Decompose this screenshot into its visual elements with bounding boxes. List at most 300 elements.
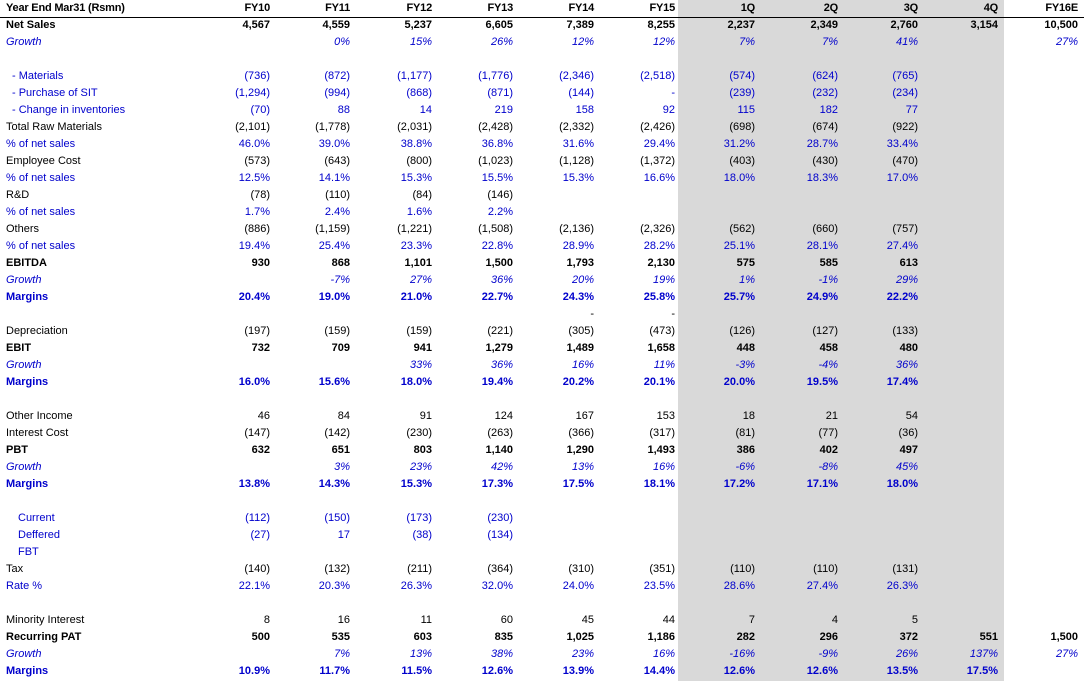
table-cell: (110) bbox=[325, 189, 350, 201]
table-cell: 14.1% bbox=[318, 172, 350, 184]
table-cell: 54 bbox=[905, 410, 918, 422]
row-label: Interest Cost bbox=[6, 427, 69, 439]
table-cell: 4,559 bbox=[322, 19, 350, 31]
table-cell: (366) bbox=[568, 427, 594, 439]
table-cell: 2,237 bbox=[727, 19, 755, 31]
row-label: Tax bbox=[6, 563, 24, 575]
table-cell: 3% bbox=[334, 461, 350, 473]
row-label: % of net sales bbox=[6, 240, 76, 252]
table-cell: 28.9% bbox=[562, 240, 594, 252]
table-row bbox=[0, 153, 1084, 170]
row-label: Minority Interest bbox=[6, 614, 85, 626]
table-cell: (2,428) bbox=[478, 121, 513, 133]
table-cell: 92 bbox=[662, 104, 675, 116]
table-cell: 4,567 bbox=[242, 19, 270, 31]
table-cell: 15% bbox=[409, 36, 432, 48]
table-cell: 26.3% bbox=[400, 580, 432, 592]
table-cell: (1,294) bbox=[235, 87, 270, 99]
table-cell: 7 bbox=[748, 614, 755, 626]
table-cell: (573) bbox=[244, 155, 270, 167]
table-cell: 29% bbox=[895, 274, 918, 286]
row-label: Growth bbox=[6, 461, 42, 473]
table-cell: (142) bbox=[324, 427, 350, 439]
table-cell: -7% bbox=[330, 274, 350, 286]
table-row bbox=[0, 408, 1084, 425]
row-label: Employee Cost bbox=[6, 155, 81, 167]
table-cell: - bbox=[590, 308, 594, 320]
table-cell: 13% bbox=[409, 648, 432, 660]
table-cell: 91 bbox=[419, 410, 432, 422]
table-cell: (643) bbox=[324, 155, 350, 167]
table-row bbox=[0, 629, 1084, 646]
table-cell: (922) bbox=[892, 121, 918, 133]
table-row bbox=[0, 544, 1084, 561]
table-cell: 23% bbox=[409, 461, 432, 473]
table-row bbox=[0, 272, 1084, 289]
table-cell: 19.0% bbox=[318, 291, 350, 303]
table-cell: 36.8% bbox=[481, 138, 513, 150]
table-cell: 27% bbox=[1055, 36, 1078, 48]
table-cell: (2,332) bbox=[559, 121, 594, 133]
table-cell: (27) bbox=[250, 529, 270, 541]
table-cell: 17.4% bbox=[886, 376, 918, 388]
table-cell: 27% bbox=[409, 274, 432, 286]
table-cell: (698) bbox=[729, 121, 755, 133]
table-cell: 16% bbox=[571, 359, 594, 371]
column-header: FY10 bbox=[244, 2, 270, 14]
table-cell: 14 bbox=[419, 104, 432, 116]
table-cell: 38% bbox=[490, 648, 513, 660]
column-header: FY11 bbox=[325, 2, 350, 14]
table-cell: 13% bbox=[571, 461, 594, 473]
table-cell: 1.6% bbox=[406, 206, 432, 218]
table-cell: (81) bbox=[735, 427, 755, 439]
table-cell: 39.0% bbox=[318, 138, 350, 150]
table-cell: (800) bbox=[406, 155, 432, 167]
table-cell: 3,154 bbox=[970, 19, 998, 31]
table-cell: (110) bbox=[730, 563, 755, 575]
table-cell: 20.3% bbox=[318, 580, 350, 592]
table-row bbox=[0, 442, 1084, 459]
table-cell: (660) bbox=[812, 223, 838, 235]
table-row bbox=[0, 170, 1084, 187]
table-cell: 12% bbox=[652, 36, 675, 48]
table-cell: 2.4% bbox=[324, 206, 350, 218]
table-cell: (173) bbox=[406, 512, 432, 524]
table-cell: (871) bbox=[487, 87, 513, 99]
table-cell: 22.7% bbox=[481, 291, 513, 303]
row-label: Growth bbox=[6, 36, 42, 48]
table-cell: 7% bbox=[822, 36, 838, 48]
table-cell: 17.0% bbox=[886, 172, 918, 184]
table-cell: 28.1% bbox=[806, 240, 838, 252]
table-row bbox=[0, 187, 1084, 204]
table-row bbox=[0, 323, 1084, 340]
row-label: - Change in inventories bbox=[12, 104, 126, 116]
table-cell: 15.3% bbox=[400, 478, 432, 490]
table-cell: 41% bbox=[895, 36, 918, 48]
table-cell: 31.6% bbox=[562, 138, 594, 150]
table-cell: 16.0% bbox=[238, 376, 270, 388]
row-label: Other Income bbox=[6, 410, 73, 422]
table-cell: 732 bbox=[251, 342, 270, 354]
table-cell: 11.5% bbox=[401, 665, 432, 677]
table-cell: 18.0% bbox=[723, 172, 755, 184]
table-cell: (239) bbox=[729, 87, 755, 99]
table-cell: 1.7% bbox=[244, 206, 270, 218]
table-cell: 28.6% bbox=[723, 580, 755, 592]
table-row bbox=[0, 578, 1084, 595]
table-cell: (310) bbox=[568, 563, 594, 575]
table-row bbox=[0, 476, 1084, 493]
table-cell: 20.4% bbox=[238, 291, 270, 303]
table-row bbox=[0, 136, 1084, 153]
row-label: FBT bbox=[18, 546, 39, 558]
table-cell: (305) bbox=[568, 325, 594, 337]
table-cell: 500 bbox=[251, 631, 270, 643]
table-cell: - bbox=[671, 308, 675, 320]
row-label: % of net sales bbox=[6, 172, 76, 184]
table-cell: (211) bbox=[407, 563, 432, 575]
table-cell: (232) bbox=[812, 87, 838, 99]
table-cell: (132) bbox=[324, 563, 350, 575]
table-cell: (140) bbox=[244, 563, 270, 575]
table-cell: 17.3% bbox=[481, 478, 513, 490]
table-cell: (38) bbox=[412, 529, 432, 541]
table-cell: 2.2% bbox=[487, 206, 513, 218]
table-cell: (562) bbox=[729, 223, 755, 235]
table-cell: 36% bbox=[895, 359, 918, 371]
table-cell: 10,500 bbox=[1044, 19, 1078, 31]
table-cell: 28.2% bbox=[643, 240, 675, 252]
table-cell: 158 bbox=[575, 104, 594, 116]
table-cell: 219 bbox=[494, 104, 513, 116]
table-cell: (364) bbox=[487, 563, 513, 575]
table-cell: 31.2% bbox=[723, 138, 755, 150]
table-cell: 77 bbox=[905, 104, 918, 116]
table-row bbox=[0, 510, 1084, 527]
table-cell: 12.6% bbox=[481, 665, 513, 677]
table-cell: 803 bbox=[413, 444, 432, 456]
table-cell: 941 bbox=[413, 342, 432, 354]
table-cell: (77) bbox=[818, 427, 838, 439]
table-cell: 44 bbox=[662, 614, 675, 626]
column-header: FY15 bbox=[649, 2, 675, 14]
table-cell: 5 bbox=[911, 614, 918, 626]
header-row bbox=[0, 0, 1084, 17]
table-cell: 1,793 bbox=[566, 257, 594, 269]
table-row bbox=[0, 51, 1084, 68]
table-cell: 20.1% bbox=[643, 376, 675, 388]
table-cell: 7,389 bbox=[566, 19, 594, 31]
row-label: Net Sales bbox=[6, 19, 56, 31]
table-cell: 13.8% bbox=[238, 478, 270, 490]
table-cell: 19.4% bbox=[481, 376, 513, 388]
table-cell: 12.5% bbox=[238, 172, 270, 184]
table-cell: 88 bbox=[337, 104, 350, 116]
table-cell: 167 bbox=[575, 410, 594, 422]
table-cell: (868) bbox=[406, 87, 432, 99]
table-cell: (624) bbox=[812, 70, 838, 82]
row-label: Recurring PAT bbox=[6, 631, 82, 643]
table-cell: 29.4% bbox=[643, 138, 675, 150]
table-cell: 1,500 bbox=[485, 257, 513, 269]
table-cell: 12% bbox=[571, 36, 594, 48]
table-cell: 497 bbox=[899, 444, 918, 456]
table-cell: 535 bbox=[331, 631, 350, 643]
table-cell: 24.9% bbox=[806, 291, 838, 303]
table-cell: (994) bbox=[324, 87, 350, 99]
row-label: Others bbox=[6, 223, 40, 235]
table-cell: 17.2% bbox=[723, 478, 755, 490]
table-cell: (403) bbox=[729, 155, 755, 167]
table-cell: 19% bbox=[652, 274, 675, 286]
table-cell: 1,290 bbox=[566, 444, 594, 456]
row-label: Growth bbox=[6, 648, 42, 660]
row-label: Growth bbox=[6, 359, 42, 371]
table-cell: 8 bbox=[263, 614, 270, 626]
table-cell: 42% bbox=[490, 461, 513, 473]
table-cell: 1,186 bbox=[647, 631, 675, 643]
table-cell: 7% bbox=[334, 648, 350, 660]
table-row bbox=[0, 289, 1084, 306]
table-cell: (159) bbox=[324, 325, 350, 337]
table-cell: (2,346) bbox=[559, 70, 594, 82]
table-cell: (110) bbox=[813, 563, 838, 575]
table-row bbox=[0, 306, 1084, 323]
table-cell: 1,140 bbox=[485, 444, 513, 456]
table-cell: -9% bbox=[818, 648, 838, 660]
table-cell: (146) bbox=[487, 189, 513, 201]
table-cell: 33.4% bbox=[886, 138, 918, 150]
table-row bbox=[0, 255, 1084, 272]
table-cell: 16 bbox=[337, 614, 350, 626]
table-cell: 182 bbox=[819, 104, 838, 116]
table-cell: (886) bbox=[244, 223, 270, 235]
table-cell: (112) bbox=[245, 512, 270, 524]
table-cell: 18.0% bbox=[886, 478, 918, 490]
table-cell: 20.0% bbox=[723, 376, 755, 388]
row-label: - Purchase of SIT bbox=[12, 87, 98, 99]
table-row bbox=[0, 425, 1084, 442]
table-cell: (1,372) bbox=[640, 155, 675, 167]
row-label: Margins bbox=[6, 376, 49, 388]
table-cell: 153 bbox=[656, 410, 675, 422]
table-cell: 22.2% bbox=[886, 291, 918, 303]
table-cell: 20.2% bbox=[562, 376, 594, 388]
table-cell: (263) bbox=[487, 427, 513, 439]
table-cell: 28.7% bbox=[806, 138, 838, 150]
table-cell: (127) bbox=[812, 325, 838, 337]
table-row bbox=[0, 493, 1084, 510]
table-cell: (2,031) bbox=[397, 121, 432, 133]
table-cell: (230) bbox=[406, 427, 432, 439]
table-cell: 2,760 bbox=[890, 19, 918, 31]
table-cell: 15.6% bbox=[318, 376, 350, 388]
table-cell: 1% bbox=[739, 274, 755, 286]
table-row bbox=[0, 17, 1084, 34]
table-cell: -4% bbox=[818, 359, 838, 371]
table-cell: (230) bbox=[487, 512, 513, 524]
table-row bbox=[0, 102, 1084, 119]
table-row bbox=[0, 459, 1084, 476]
table-cell: 19.5% bbox=[806, 376, 838, 388]
table-cell: 33% bbox=[409, 359, 432, 371]
row-label: Current bbox=[18, 512, 55, 524]
table-cell: 603 bbox=[413, 631, 432, 643]
table-cell: 7% bbox=[739, 36, 755, 48]
table-cell: 21 bbox=[825, 410, 838, 422]
table-cell: 38.8% bbox=[400, 138, 432, 150]
table-cell: 24.0% bbox=[562, 580, 594, 592]
table-cell: 124 bbox=[494, 410, 513, 422]
table-cell: 25.4% bbox=[318, 240, 350, 252]
table-cell: (221) bbox=[487, 325, 513, 337]
row-label: R&D bbox=[6, 189, 30, 201]
table-cell: 19.4% bbox=[238, 240, 270, 252]
table-cell: 17.5% bbox=[966, 665, 998, 677]
table-row bbox=[0, 374, 1084, 391]
table-cell: 13.9% bbox=[562, 665, 594, 677]
table-cell: 1,489 bbox=[566, 342, 594, 354]
table-row bbox=[0, 595, 1084, 612]
table-cell: 24.3% bbox=[562, 291, 594, 303]
table-cell: 12.6% bbox=[723, 665, 755, 677]
row-label: Margins bbox=[6, 478, 49, 490]
table-cell: 402 bbox=[819, 444, 838, 456]
table-row bbox=[0, 119, 1084, 136]
table-cell: 22.1% bbox=[238, 580, 270, 592]
table-cell: (470) bbox=[892, 155, 918, 167]
table-cell: 23.3% bbox=[400, 240, 432, 252]
table-cell: 23% bbox=[571, 648, 594, 660]
table-cell: (757) bbox=[892, 223, 918, 235]
column-header: 1Q bbox=[740, 2, 755, 14]
table-cell: 15.3% bbox=[400, 172, 432, 184]
table-cell: 868 bbox=[331, 257, 350, 269]
row-label: Margins bbox=[6, 291, 49, 303]
table-cell: (1,778) bbox=[315, 121, 350, 133]
table-cell: 46 bbox=[257, 410, 270, 422]
table-cell: 18.1% bbox=[643, 478, 675, 490]
table-cell: (473) bbox=[649, 325, 675, 337]
table-cell: (234) bbox=[892, 87, 918, 99]
row-label: - Materials bbox=[12, 70, 64, 82]
table-cell: 27.4% bbox=[806, 580, 838, 592]
table-row bbox=[0, 612, 1084, 629]
table-cell: 36% bbox=[490, 359, 513, 371]
table-cell: 1,025 bbox=[566, 631, 594, 643]
table-cell: 84 bbox=[337, 410, 350, 422]
column-header: 4Q bbox=[983, 2, 998, 14]
table-cell: 296 bbox=[819, 631, 838, 643]
table-cell: 13.5% bbox=[886, 665, 918, 677]
table-cell: 14.4% bbox=[643, 665, 675, 677]
table-cell: (1,023) bbox=[478, 155, 513, 167]
table-cell: 115 bbox=[737, 104, 755, 116]
table-cell: 1,279 bbox=[485, 342, 513, 354]
table-cell: (351) bbox=[649, 563, 675, 575]
table-cell: (674) bbox=[812, 121, 838, 133]
table-cell: 10.9% bbox=[238, 665, 270, 677]
table-cell: (1,508) bbox=[478, 223, 513, 235]
table-row bbox=[0, 34, 1084, 51]
table-cell: 12.6% bbox=[806, 665, 838, 677]
table-row bbox=[0, 85, 1084, 102]
column-header: FY14 bbox=[568, 2, 594, 14]
table-cell: (2,426) bbox=[640, 121, 675, 133]
table-cell: 480 bbox=[899, 342, 918, 354]
table-cell: 25.8% bbox=[643, 291, 675, 303]
table-cell: (1,128) bbox=[559, 155, 594, 167]
table-cell: 448 bbox=[736, 342, 755, 354]
table-cell: (84) bbox=[412, 189, 432, 201]
table-cell: 11.7% bbox=[319, 665, 350, 677]
table-cell: - bbox=[671, 87, 675, 99]
table-cell: 4 bbox=[831, 614, 838, 626]
table-cell: 27% bbox=[1055, 648, 1078, 660]
table-cell: 15.5% bbox=[481, 172, 513, 184]
column-header: FY16E bbox=[1045, 2, 1078, 14]
table-cell: -6% bbox=[735, 461, 755, 473]
table-cell: -8% bbox=[818, 461, 838, 473]
table-row bbox=[0, 561, 1084, 578]
table-cell: 8,255 bbox=[647, 19, 675, 31]
table-row bbox=[0, 527, 1084, 544]
table-cell: (2,518) bbox=[640, 70, 675, 82]
table-cell: 25.7% bbox=[723, 291, 755, 303]
table-cell: (1,177) bbox=[397, 70, 432, 82]
row-label: Growth bbox=[6, 274, 42, 286]
table-cell: 585 bbox=[819, 257, 838, 269]
table-row bbox=[0, 204, 1084, 221]
table-row bbox=[0, 221, 1084, 238]
table-cell: 11 bbox=[420, 614, 432, 626]
table-cell: (574) bbox=[729, 70, 755, 82]
table-cell: -3% bbox=[735, 359, 755, 371]
table-cell: 25.1% bbox=[723, 240, 755, 252]
table-cell: (736) bbox=[244, 70, 270, 82]
table-cell: 22.8% bbox=[481, 240, 513, 252]
table-cell: (872) bbox=[324, 70, 350, 82]
row-label: Total Raw Materials bbox=[6, 121, 102, 133]
table-row bbox=[0, 646, 1084, 663]
table-cell: (1,221) bbox=[397, 223, 432, 235]
table-cell: 386 bbox=[736, 444, 755, 456]
table-cell: (317) bbox=[649, 427, 675, 439]
table-cell: (131) bbox=[892, 563, 918, 575]
row-label: EBITDA bbox=[6, 257, 47, 269]
table-cell: 372 bbox=[899, 631, 918, 643]
table-row bbox=[0, 340, 1084, 357]
table-cell: 835 bbox=[494, 631, 513, 643]
table-cell: -16% bbox=[729, 648, 755, 660]
table-row bbox=[0, 238, 1084, 255]
table-cell: 2,349 bbox=[810, 19, 838, 31]
table-cell: 11% bbox=[653, 359, 675, 371]
table-cell: (133) bbox=[892, 325, 918, 337]
table-cell: 282 bbox=[736, 631, 755, 643]
table-cell: 45 bbox=[581, 614, 594, 626]
table-cell: 1,658 bbox=[647, 342, 675, 354]
table-cell: 632 bbox=[251, 444, 270, 456]
table-cell: 930 bbox=[251, 257, 270, 269]
table-cell: (2,101) bbox=[235, 121, 270, 133]
table-row bbox=[0, 68, 1084, 85]
table-cell: 36% bbox=[490, 274, 513, 286]
table-cell: 651 bbox=[331, 444, 350, 456]
table-cell: 613 bbox=[899, 257, 918, 269]
